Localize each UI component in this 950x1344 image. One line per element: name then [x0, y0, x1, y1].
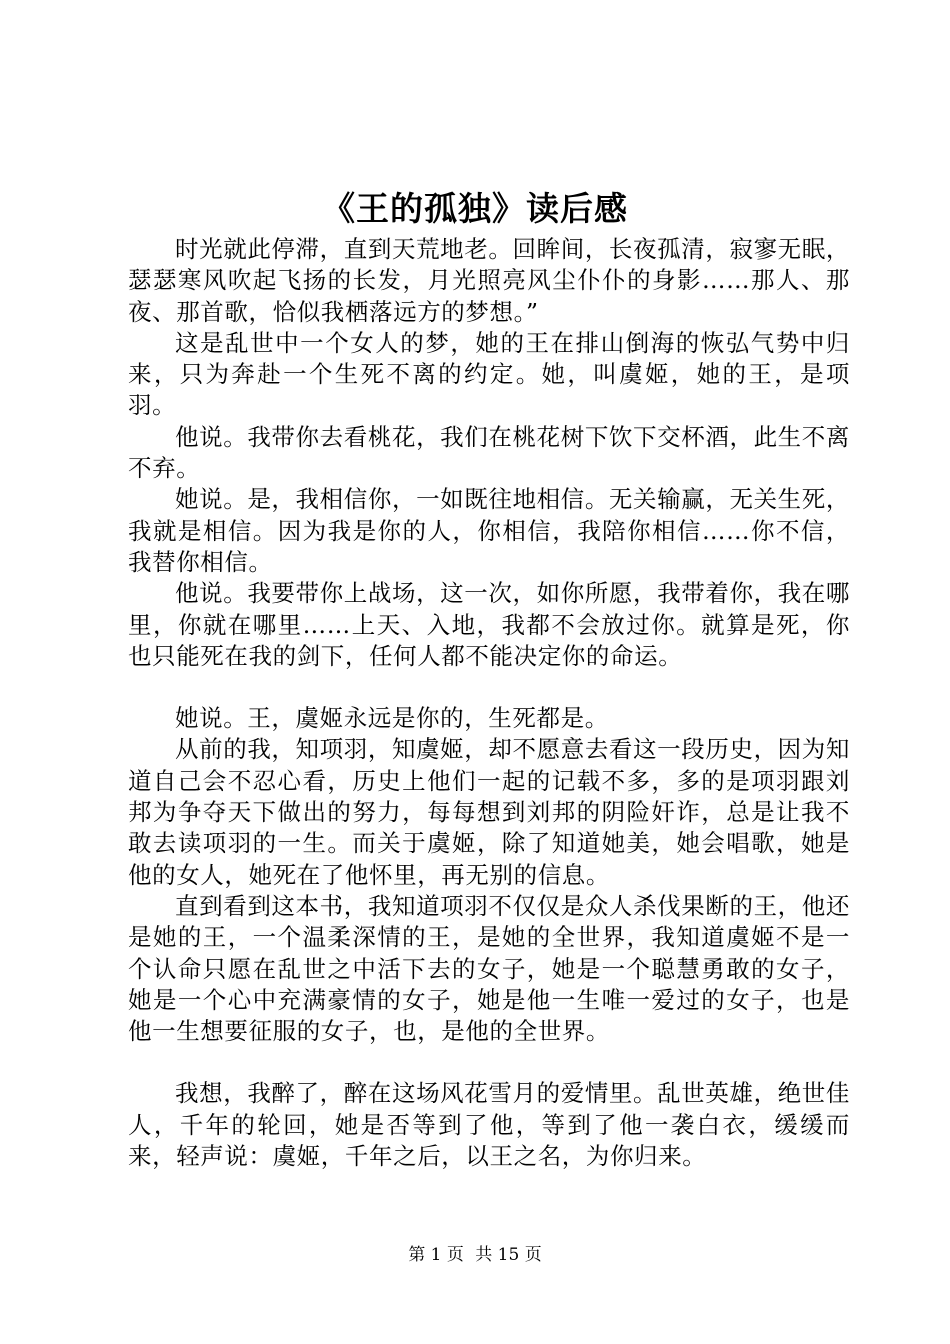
paragraph: 我想，我醉了，醉在这场风花雪月的爱情里。乱世英雄，绝世佳人，千年的轮回，她是否等到了他，等到了他一袭白衣，缓缓而来，轻声说：虞姬，千年之后，以王之名，为你归来。 [128, 1079, 850, 1171]
page-total: 共 15 页 [475, 1245, 542, 1265]
paragraph: 直到看到这本书，我知道项羽不仅仅是众人杀伐果断的王，他还是她的王，一个温柔深情的王，是她的全世界，我知道虞姬不是一个认命只愿在乱世之中活下去的女子，她是一个聪慧勇敢的女子，她是一个心中充满豪情的女子，她是他一生唯一爱过的女子，也是他一生想要征服的女子，也，是他的全世界。 [128, 891, 850, 1046]
paragraph: 这是乱世中一个女人的梦，她的王在排山倒海的恢弘气势中归来，只为奔赴一个生死不离的约定。她，叫虞姬，她的王，是项羽。 [128, 328, 850, 420]
paragraph: 她说。是，我相信你，一如既往地相信。无关输赢，无关生死，我就是相信。因为我是你的人，你相信，我陪你相信……你不信，我替你相信。 [128, 485, 850, 576]
paragraph: 时光就此停滞，直到天荒地老。回眸间，长夜孤清，寂寥无眠，瑟瑟寒风吹起飞扬的长发，月光照亮风尘仆仆的身影……那人、那夜、那首歌，恰似我栖落远方的梦想。” [128, 235, 850, 326]
document-body [128, 234, 850, 1172]
paragraph: 从前的我，知项羽，知虞姬，却不愿意去看这一段历史，因为知道自己会不忍心看，历史上他们一起的记载不多，多的是项羽跟刘邦为争夺天下做出的努力，每每想到刘邦的阴险奸诈，总是让我不敢去读项羽的一生。而关于虞姬，除了知道她美，她会唱歌，她是他的女人，她死在了他怀里，再无别的信息。 [128, 735, 850, 889]
paragraph: 她说。王，虞姬永远是你的，生死都是。 [175, 704, 609, 733]
paragraph: 他说。我带你去看桃花，我们在桃花树下饮下交杯酒，此生不离不弃。 [128, 422, 850, 483]
paragraph: 他说。我要带你上战场，这一次，如你所愿，我带着你，我在哪里，你就在哪里……上天、入地，我都不会放过你。就算是死，你也只能死在我的剑下，任何人都不能决定你的命运。 [128, 579, 850, 670]
page-number: 第 1 页 [408, 1245, 464, 1265]
page-footer [0, 1243, 950, 1267]
document-title: 《王的孤独》读后感 [322, 189, 628, 228]
